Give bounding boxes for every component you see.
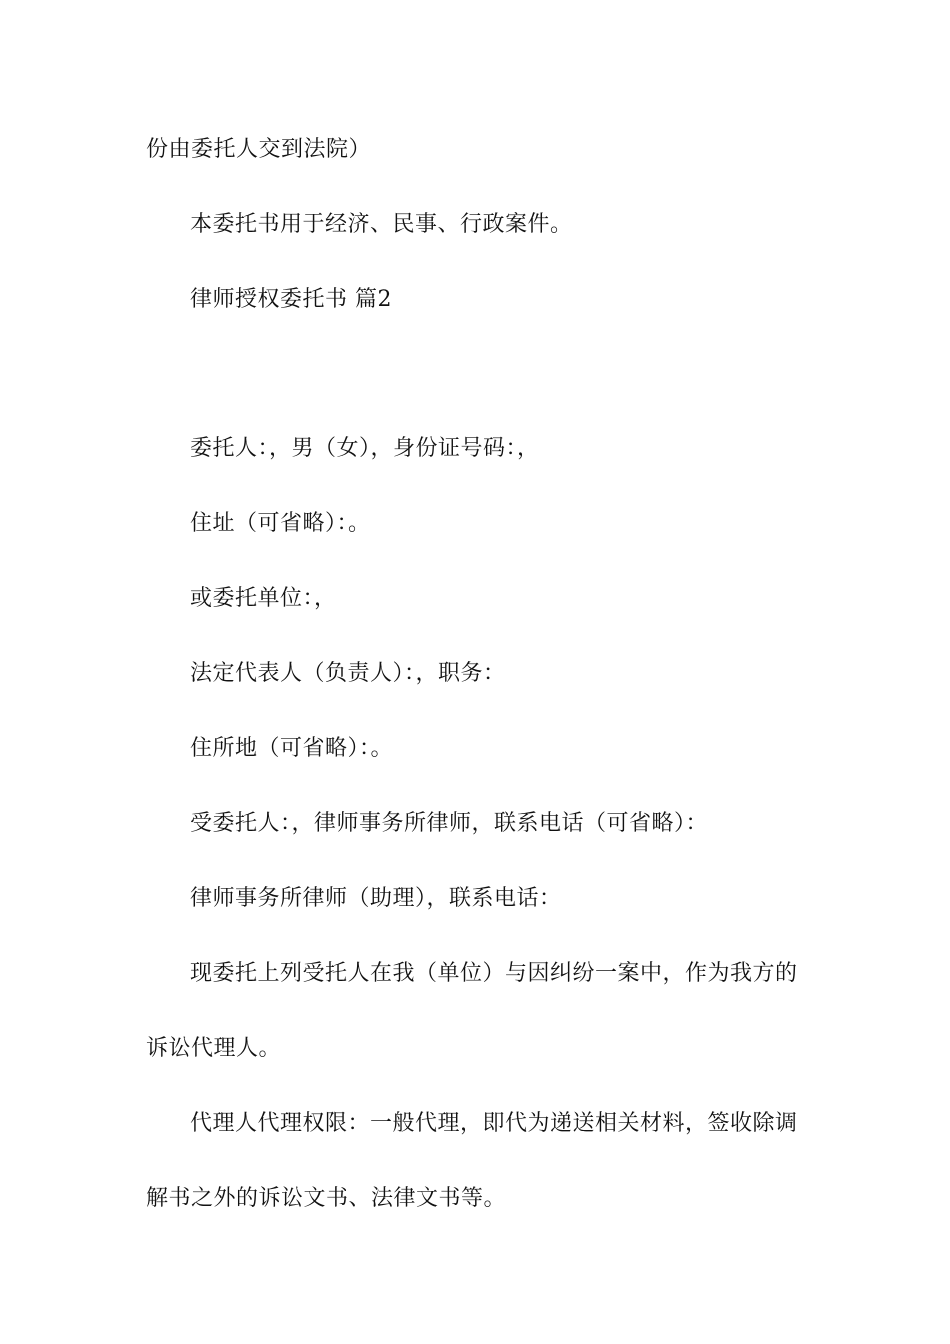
text-paragraph-authority-cont: 解书之外的诉讼文书、法律文书等。 <box>146 1186 507 1211</box>
section-heading: 律师授权委托书 篇2 <box>190 287 392 312</box>
text-paragraph-entrust-cont: 诉讼代理人。 <box>146 1036 282 1061</box>
text-paragraph-entrust: 现委托上列受托人在我（单位）与因纠纷一案中，作为我方的 <box>190 961 798 986</box>
text-paragraph-domicile: 住所地（可省略）：。 <box>190 736 394 761</box>
text-paragraph-unit: 或委托单位：， <box>190 586 337 611</box>
text-paragraph-address: 住址（可省略）：。 <box>190 511 371 536</box>
text-paragraph-agent-assistant: 律师事务所律师（助理），联系电话： <box>190 886 562 911</box>
text-paragraph-legal-rep: 法定代表人（负责人）：，职务： <box>190 661 506 686</box>
text-paragraph-usage: 本委托书用于经济、民事、行政案件。 <box>190 212 573 237</box>
text-paragraph-agent: 受委托人：，律师事务所律师，联系电话（可省略）： <box>190 811 709 836</box>
text-paragraph-principal: 委托人：，男（女），身份证号码：， <box>190 436 540 461</box>
text-paragraph-authority: 代理人代理权限：一般代理，即代为递送相关材料，签收除调 <box>190 1111 798 1136</box>
text-line-continuation: 份由委托人交到法院） <box>146 137 372 162</box>
